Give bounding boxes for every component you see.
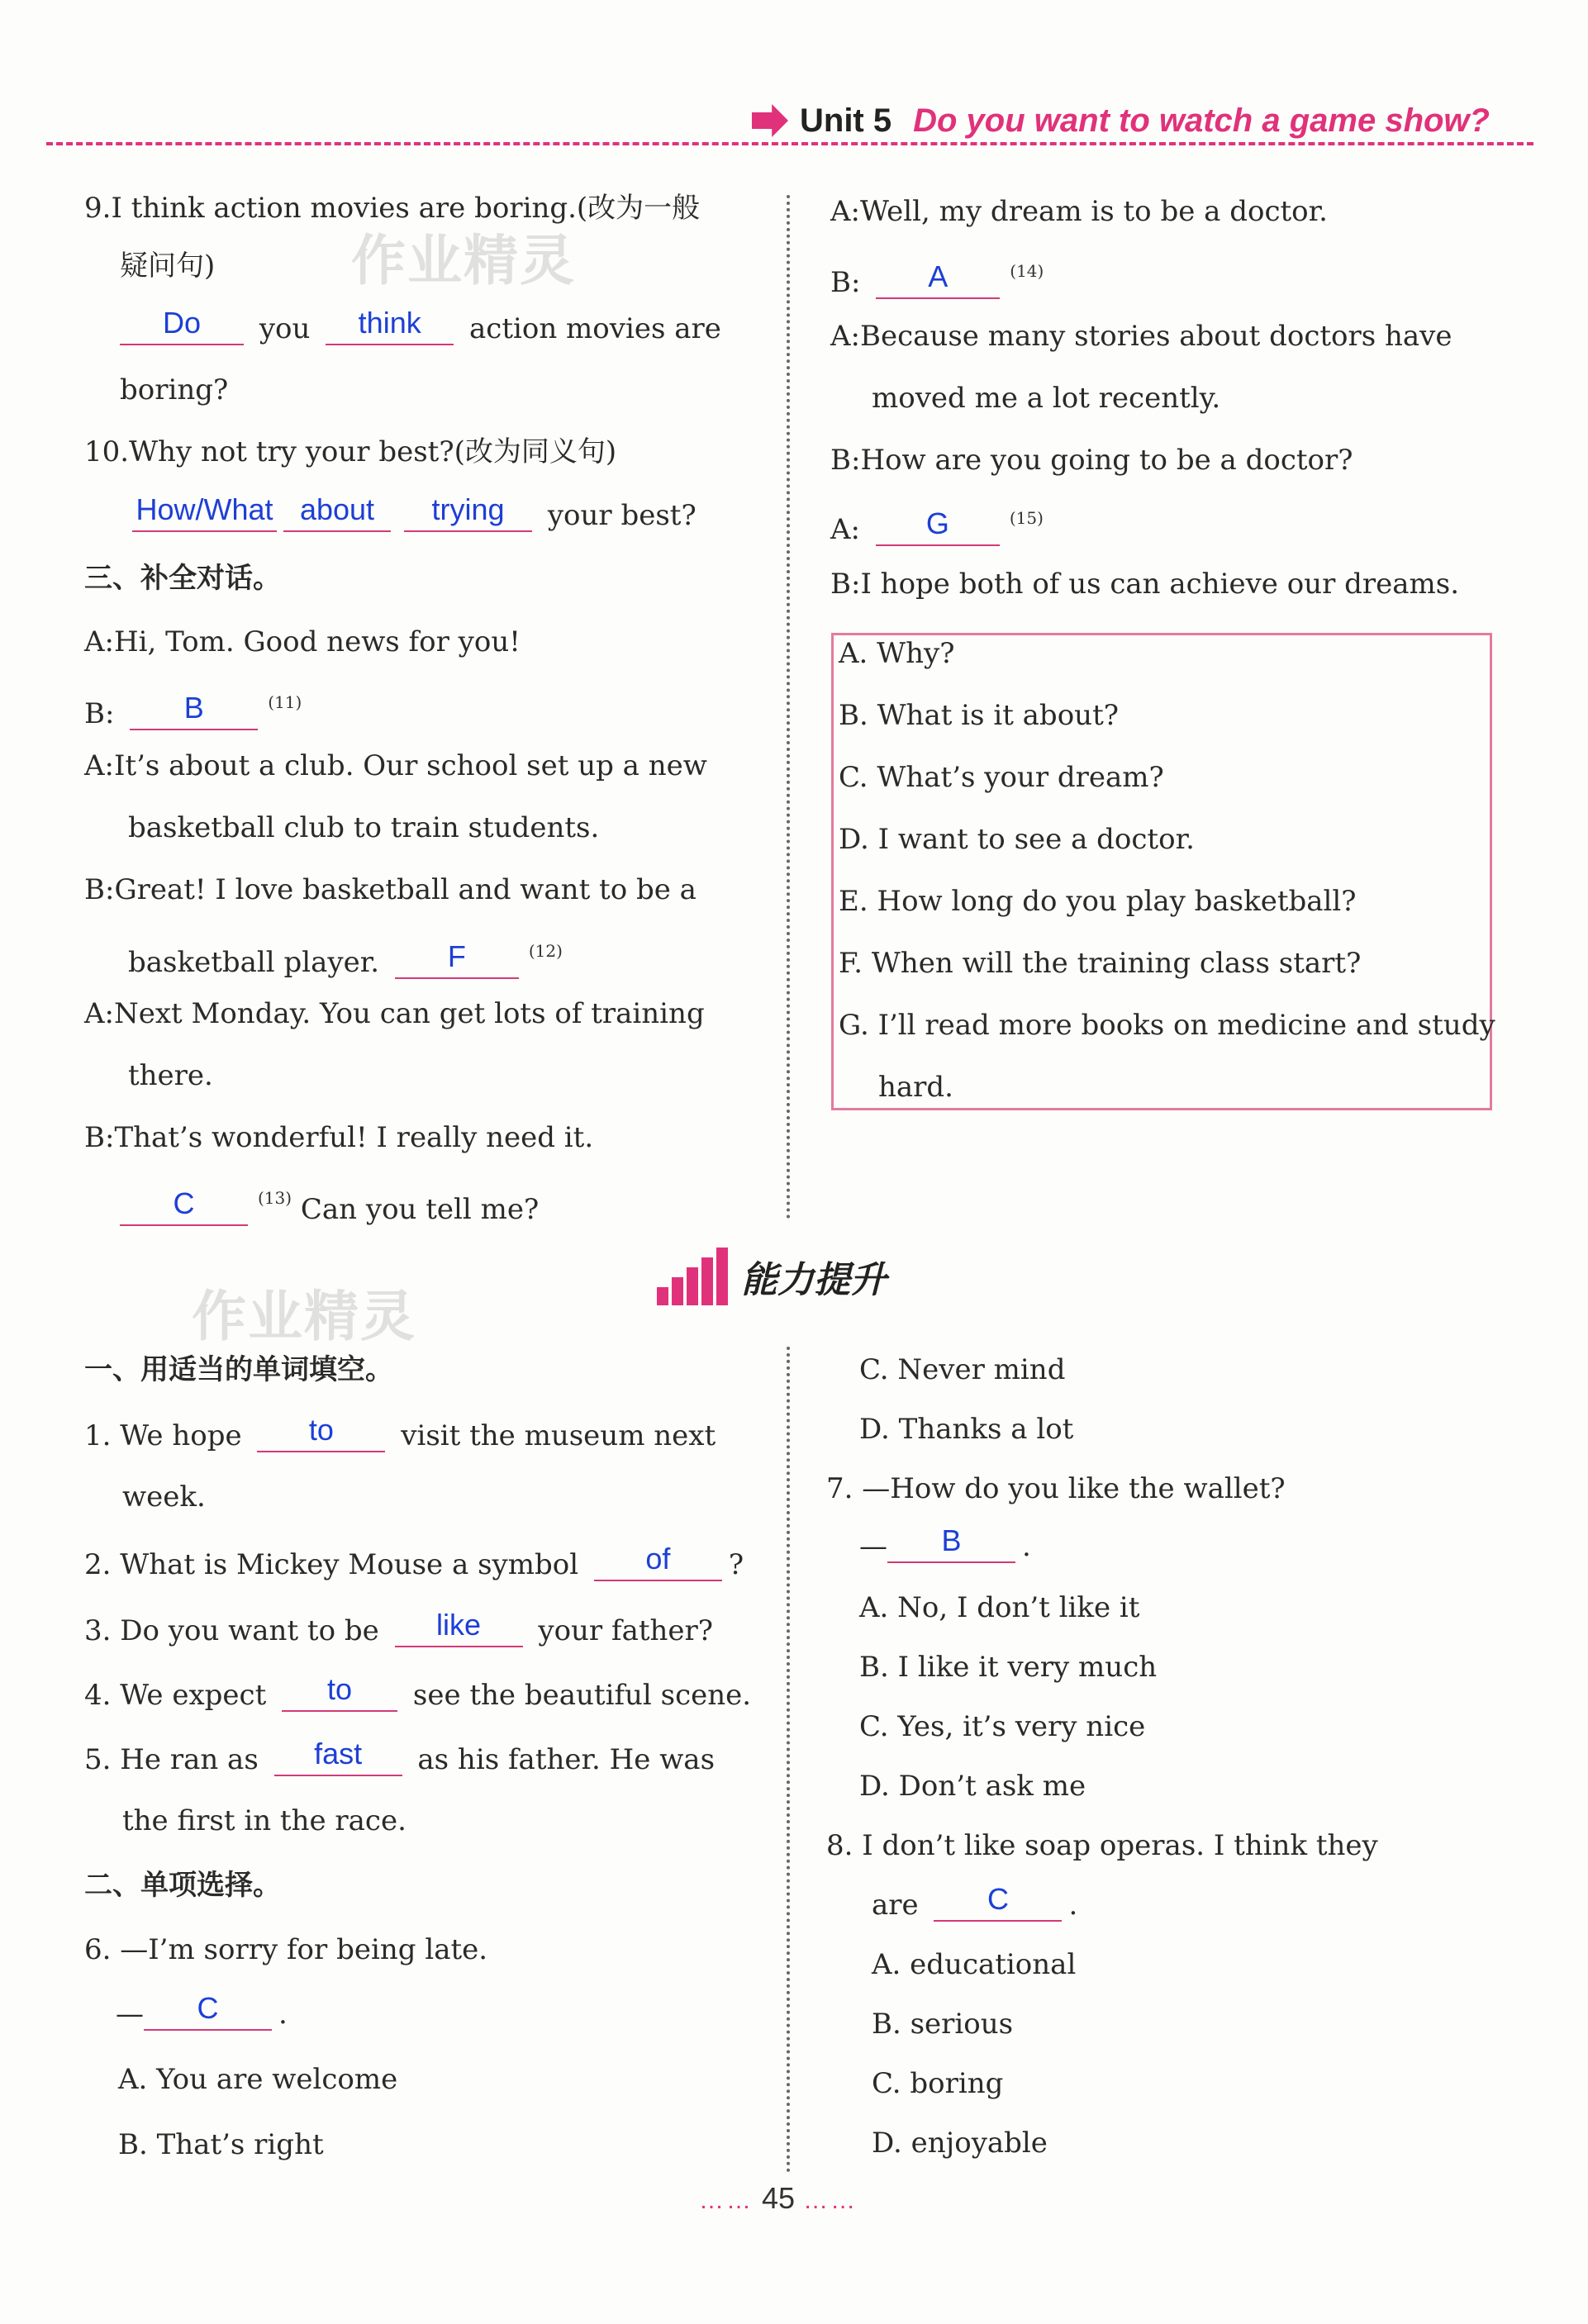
answer-blank[interactable]: C [120,1188,248,1226]
option-item: C. Yes, it’s very nice [859,1710,1146,1743]
option-item: C. What’s your dream? [839,761,1164,794]
watermark: 作业精灵 [192,1285,416,1348]
q10-answer-line: How/What about trying your best? [132,494,697,532]
option-item: E. How long do you play basketball? [839,885,1357,918]
option-item: A. No, I don’t like it [859,1591,1140,1624]
answer-blank[interactable]: to [282,1674,397,1712]
section-1-title: 一、用适当的单词填空。 [84,1353,393,1386]
dialogue-line: B:How are you going to be a doctor? [830,444,1353,477]
dialogue-line: B:Great! I love basketball and want to be a [84,873,697,906]
answer-blank[interactable]: C [934,1884,1062,1922]
dialogue-line: B: B $^{(11)}$ [84,691,302,730]
option-item: G. I’ll read more books on medicine and study [839,1009,1495,1042]
answer-blank[interactable]: C [144,1993,272,2031]
option-item: A. educational [872,1948,1077,1981]
answer-blank[interactable]: trying [404,494,532,532]
answer-blank[interactable]: Do [120,307,244,345]
option-item: D. enjoyable [872,2127,1048,2160]
q9-prompt-2: 疑问句) [120,250,216,283]
question-line: 2. What is Mickey Mouse a symbol of ? [84,1542,744,1581]
question-line: 1. We hope to visit the museum next [84,1413,716,1452]
option-item: C. boring [872,2067,1004,2100]
section-title-text: 能力提升 [741,1259,887,1301]
answer-blank[interactable]: about [283,494,391,532]
question-line: 7. —How do you like the wallet? [826,1472,1286,1505]
question-line: — C . [116,1991,288,2031]
option-item: D. Don’t ask me [859,1770,1086,1803]
question-line: 5. He ran as fast as his father. He was [84,1737,716,1776]
option-item: B. serious [872,2008,1014,2041]
option-item: hard. [878,1071,953,1104]
question-line: 6. —I’m sorry for being late. [84,1933,488,1966]
answer-blank[interactable]: of [594,1543,722,1581]
section-2-title: 二、单项选择。 [84,1869,281,1902]
question-line: the first in the race. [122,1804,407,1837]
dialogue-line: moved me a lot recently. [872,382,1221,415]
dialogue-line: B:That’s wonderful! I really need it. [84,1121,594,1154]
dialogue-line: there. [128,1059,213,1092]
option-item: A. Why? [839,637,955,670]
option-item: A. You are welcome [118,2063,398,2096]
option-item: D. I want to see a doctor. [839,823,1195,856]
answer-blank[interactable]: B [887,1525,1015,1563]
option-item: D. Thanks a lot [859,1413,1074,1446]
dialogue-line: A:Next Monday. You can get lots of training [84,997,705,1030]
dialogue-line: B:I hope both of us can achieve our dreams. [830,568,1460,601]
bar-chart-icon [657,1248,731,1305]
watermark: 作业精灵 [351,229,576,292]
dialogue-line: basketball player. F $^{(12)}$ [128,939,563,979]
q9-answer-line-2: boring? [120,373,229,406]
question-line: 3. Do you want to be like your father? [84,1608,714,1647]
option-item: B. I like it very much [859,1651,1158,1684]
option-item: C. Never mind [859,1353,1066,1386]
q9-answer-line: Do you think action movies are [120,307,721,345]
answer-blank[interactable]: fast [274,1738,402,1776]
option-item: B. What is it about? [839,699,1119,732]
answer-blank[interactable]: How/What [132,494,277,532]
dialogue-line: basketball club to train students. [128,811,600,844]
question-line: 4. We expect to see the beautiful scene. [84,1672,752,1712]
answer-blank[interactable]: A [876,261,1000,299]
unit-title: Do you want to watch a game show? [913,102,1490,139]
dialogue-line: B: A $^{(14)}$ [830,259,1044,299]
answer-blank[interactable]: B [130,692,258,730]
dialogue-line: C $^{(13)}$ Can you tell me? [120,1181,539,1226]
arrow-icon [752,104,788,137]
unit-header [752,97,1490,144]
section-title [657,1248,887,1305]
answer-blank[interactable]: like [395,1609,523,1647]
dialogue-line: A:Hi, Tom. Good news for you! [84,625,521,658]
question-line: — B . [859,1523,1031,1563]
option-item: B. That’s right [118,2128,324,2161]
dialogue-line: A:Because many stories about doctors have [830,320,1452,353]
dialogue-line: A: G $^{(15)}$ [830,506,1044,546]
q9-prompt: 9.I think action movies are boring.(改为一般 [84,192,701,225]
question-line: are C . [872,1882,1078,1922]
section-3-title: 三、补全对话。 [84,562,281,595]
dialogue-line: A:Well, my dream is to be a doctor. [830,195,1328,228]
column-divider [787,195,790,1219]
question-line: week. [122,1480,206,1514]
answer-blank[interactable]: F [395,941,519,979]
answer-blank[interactable]: G [876,508,1000,546]
page-number: …… 45 …… [699,2181,858,2215]
header-divider [46,142,1533,145]
answer-blank[interactable]: think [326,307,454,345]
column-divider [787,1347,790,2173]
question-line: 8. I don’t like soap operas. I think they [826,1829,1378,1862]
dialogue-line: A:It’s about a club. Our school set up a new [84,749,707,782]
answer-blank[interactable]: to [257,1414,385,1452]
option-item: F. When will the training class start? [839,947,1362,980]
q10-prompt: 10.Why not try your best?(改为同义句) [84,435,617,468]
unit-label: Unit 5 [800,102,892,139]
